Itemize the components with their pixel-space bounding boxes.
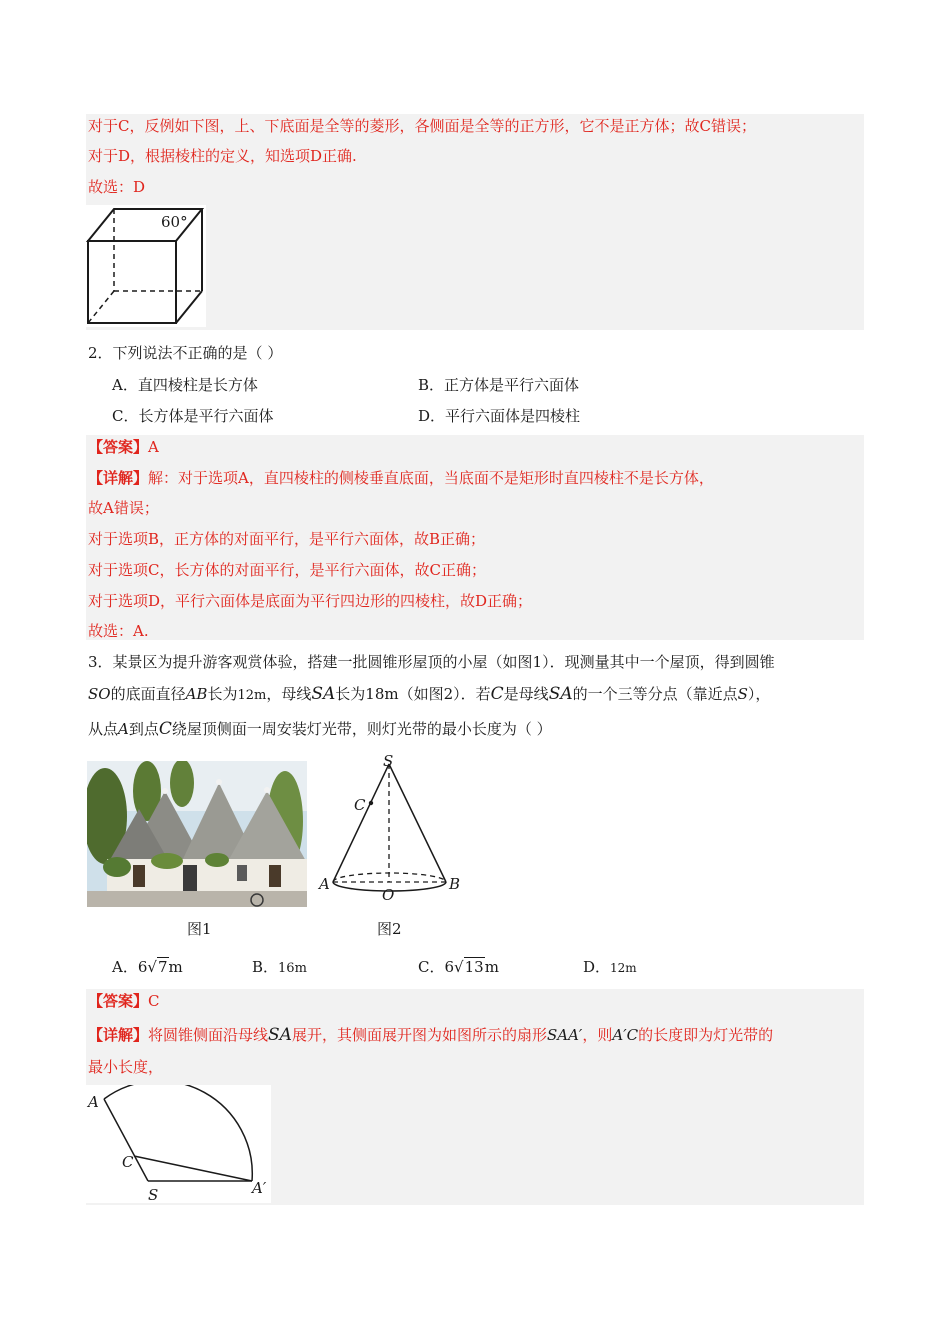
- stem-text: 长为: [207, 685, 238, 703]
- math-var: SA: [311, 684, 336, 704]
- math-var: S: [737, 685, 748, 703]
- q3-detail-line: [88, 1025, 773, 1045]
- question-2-stem: 2．下列说法不正确的是（ ）: [88, 344, 283, 362]
- sqrt-icon: √: [454, 958, 464, 976]
- q3-option-b: [252, 957, 307, 979]
- detail-text: 将圆锥侧面沿母线: [148, 1026, 269, 1044]
- math-value: 12m: [237, 688, 267, 703]
- question-3-stem-2: [88, 684, 770, 706]
- option-label: A．: [112, 958, 138, 976]
- q2-option-c: C．长方体是平行六面体: [112, 407, 274, 425]
- answer-tag: 【答案】: [88, 438, 149, 456]
- q2-detail-line: 对于选项C，长方体的对面平行，是平行六面体，故C正确；: [88, 561, 486, 579]
- stem-text: ），: [747, 685, 771, 703]
- point-c-label: C: [354, 796, 366, 814]
- q3-option-d: [583, 957, 637, 978]
- rhombic-prism-figure: [86, 205, 206, 327]
- detail-text: 解：对于选项A，直四棱柱的侧棱垂直底面，当底面不是矩形时直四棱柱不是长方体，: [148, 469, 714, 487]
- coefficient: 6: [444, 958, 455, 976]
- stem-text: 到点: [128, 720, 159, 738]
- q3-option-a: [112, 957, 183, 977]
- answer-value: A: [148, 438, 159, 456]
- q2-detail-line: 对于选项D，平行六面体是底面为平行四边形的四棱柱，故D正确；: [88, 592, 533, 610]
- stem-text: 绕屋顶侧面一周安装灯光带，则灯光带的最小长度为（ ）: [171, 720, 552, 738]
- math-var: C: [158, 719, 172, 739]
- detail-text: 展开，其侧面展开图为如图所示的扇形: [291, 1026, 547, 1044]
- math-var: A′C: [612, 1026, 639, 1044]
- stem-text: 的一个三等分点（靠近点: [572, 685, 738, 703]
- option-label: B．: [252, 958, 279, 976]
- math-var: A: [118, 720, 129, 738]
- coefficient: 6: [137, 958, 148, 976]
- point-a-label: A: [319, 875, 330, 893]
- q2-option-d: D．平行六面体是四棱柱: [418, 407, 581, 425]
- detail-text: ，则: [582, 1026, 613, 1044]
- question-3-stem-1: 3．某景区为提升游客观赏体验，搭建一批圆锥形屋顶的小屋（如图1）．现测量其中一个屋顶，得到圆锥: [88, 653, 775, 671]
- angle-label: 60°: [161, 213, 188, 231]
- sector-figure: [86, 1085, 271, 1203]
- solution-line: 故选：D: [88, 178, 146, 196]
- q2-detail-line: [88, 468, 714, 488]
- math-var: SO: [88, 685, 111, 703]
- q2-detail-line: 故选：A.: [88, 622, 149, 640]
- sector-a-prime-label: A′: [252, 1179, 267, 1197]
- math-var: SA: [548, 684, 573, 704]
- radicand: 7: [157, 958, 168, 976]
- q2-detail-line: 故A错误；: [88, 499, 159, 517]
- q3-answer-line: [88, 991, 160, 1011]
- sector-c-label: C: [122, 1153, 134, 1171]
- stem-text: 从点: [88, 720, 119, 738]
- trulli-photo: [87, 761, 307, 907]
- stem-text: 是母线: [503, 685, 549, 703]
- sector-s-label: S: [148, 1186, 159, 1203]
- radicand: 13: [464, 958, 484, 976]
- stem-text: 长为18m（如图2）．若: [335, 685, 491, 703]
- math-var: SAA′: [546, 1026, 583, 1044]
- unit: m: [168, 958, 183, 976]
- sqrt-icon: √: [147, 958, 157, 976]
- figure-2-caption: 图2: [377, 920, 402, 938]
- q2-option-b: B．正方体是平行六面体: [418, 376, 580, 394]
- detail-tag: 【详解】: [88, 469, 149, 487]
- point-b-label: B: [449, 875, 461, 893]
- q2-option-a: A．直四棱柱是长方体: [112, 376, 258, 394]
- detail-tag: 【详解】: [88, 1026, 149, 1044]
- q2-answer-line: [88, 437, 159, 457]
- solution-line: 对于C，反例如下图，上、下底面是全等的菱形，各侧面是全等的正方形，它不是正方体；故C错误；: [88, 117, 756, 135]
- answer-value: C: [148, 992, 160, 1010]
- stem-text: ，母线: [266, 685, 312, 703]
- sector-a-label: A: [88, 1093, 99, 1111]
- question-3-stem-3: [88, 719, 552, 739]
- option-label: C．: [418, 958, 445, 976]
- math-var: SA: [268, 1025, 292, 1045]
- stem-text: 的底面直径: [110, 685, 186, 703]
- math-var: AB: [185, 685, 208, 703]
- solution-line: 对于D，根据棱柱的定义，知选项D正确.: [88, 147, 357, 165]
- vertex-s-label: S: [383, 752, 394, 770]
- answer-tag: 【答案】: [88, 992, 149, 1010]
- math-var: C: [490, 684, 504, 704]
- option-value: 16m: [278, 961, 307, 976]
- unit: m: [484, 958, 499, 976]
- detail-text: 的长度即为灯光带的: [638, 1026, 774, 1044]
- q3-detail-line: 最小长度，: [88, 1058, 164, 1076]
- q2-detail-line: 对于选项B，正方体的对面平行，是平行六面体，故B正确；: [88, 530, 486, 548]
- figure-1-caption: 图1: [187, 920, 212, 938]
- option-value: 12m: [610, 961, 637, 975]
- cone-figure: [316, 752, 464, 904]
- center-o-label: O: [382, 886, 395, 904]
- option-label: D．: [583, 958, 611, 976]
- q3-option-c: [418, 957, 499, 977]
